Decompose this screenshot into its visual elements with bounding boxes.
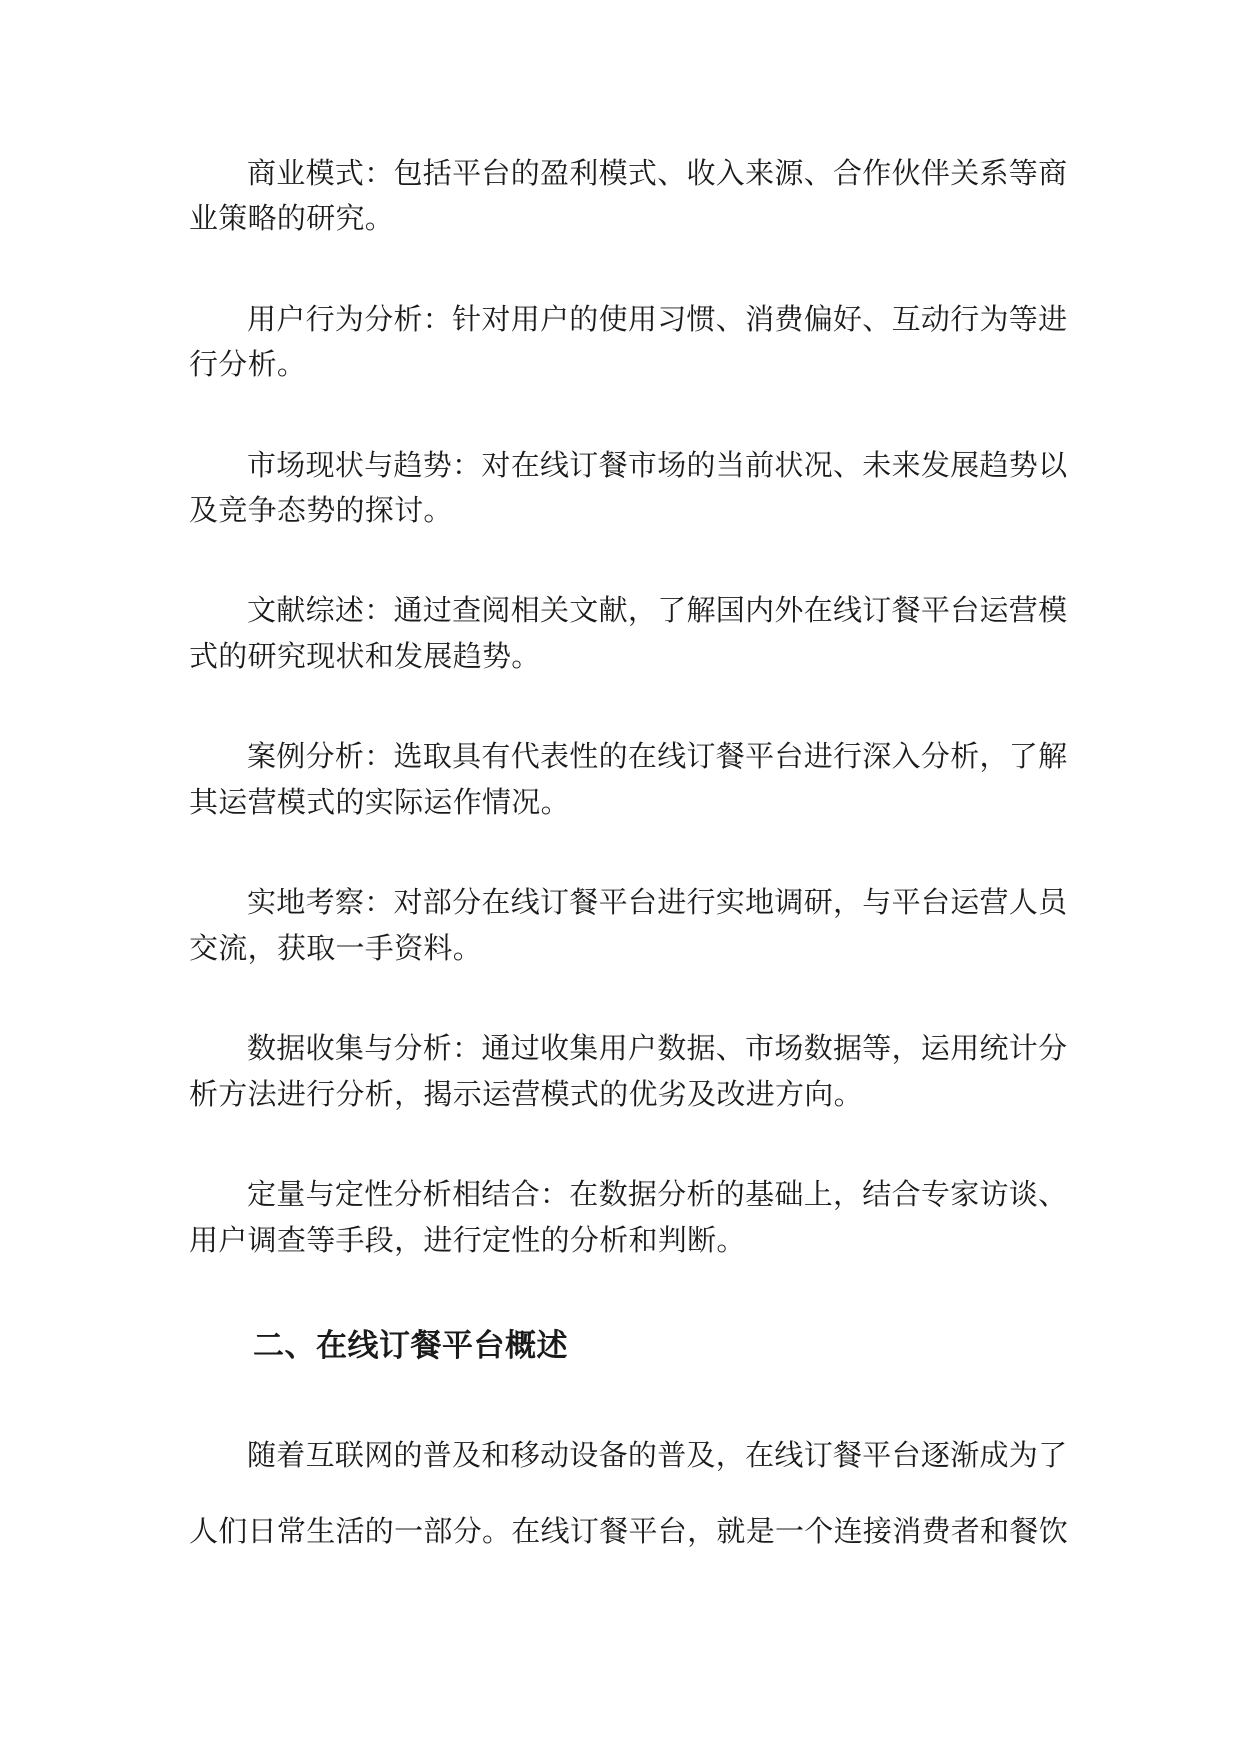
- paragraph-data-analysis-line-2: 析方法进行分析，揭示运营模式的优劣及改进方向。: [189, 1077, 863, 1111]
- paragraph-business-model-line-2: 业策略的研究。: [189, 201, 395, 235]
- paragraph-literature-review-line-2: 式的研究现状和发展趋势。: [189, 639, 541, 673]
- paragraph-market-trends-line-1: 市场现状与趋势：对在线订餐市场的当前状况、未来发展趋势以: [247, 448, 1068, 482]
- paragraph-case-analysis-line-2: 其运营模式的实际运作情况。: [189, 785, 570, 819]
- paragraph-mixed-methods-line-2: 用户调查等手段，进行定性的分析和判断。: [189, 1223, 746, 1257]
- paragraph-user-behavior-line-1: 用户行为分析：针对用户的使用习惯、消费偏好、互动行为等进: [247, 302, 1068, 336]
- intro-paragraph-line-1: 随着互联网的普及和移动设备的普及，在线订餐平台逐渐成为了: [247, 1438, 1068, 1472]
- paragraph-data-analysis-line-1: 数据收集与分析：通过收集用户数据、市场数据等，运用统计分: [247, 1031, 1068, 1065]
- paragraph-user-behavior-line-2: 行分析。: [189, 347, 307, 381]
- paragraph-field-study-line-1: 实地考察：对部分在线订餐平台进行实地调研，与平台运营人员: [247, 885, 1068, 919]
- paragraph-field-study-line-2: 交流，获取一手资料。: [189, 931, 483, 965]
- paragraph-literature-review-line-1: 文献综述：通过查阅相关文献，了解国内外在线订餐平台运营模: [247, 593, 1068, 627]
- paragraph-business-model-line-1: 商业模式：包括平台的盈利模式、收入来源、合作伙伴关系等商: [247, 156, 1068, 190]
- paragraph-mixed-methods-line-1: 定量与定性分析相结合：在数据分析的基础上，结合专家访谈、: [247, 1177, 1068, 1211]
- section-heading: 二、在线订餐平台概述: [253, 1328, 568, 1364]
- paragraph-market-trends-line-2: 及竞争态势的探讨。: [189, 493, 453, 527]
- paragraph-case-analysis-line-1: 案例分析：选取具有代表性的在线订餐平台进行深入分析，了解: [247, 739, 1068, 773]
- intro-paragraph-line-2: 人们日常生活的一部分。在线订餐平台，就是一个连接消费者和餐饮: [189, 1514, 1069, 1548]
